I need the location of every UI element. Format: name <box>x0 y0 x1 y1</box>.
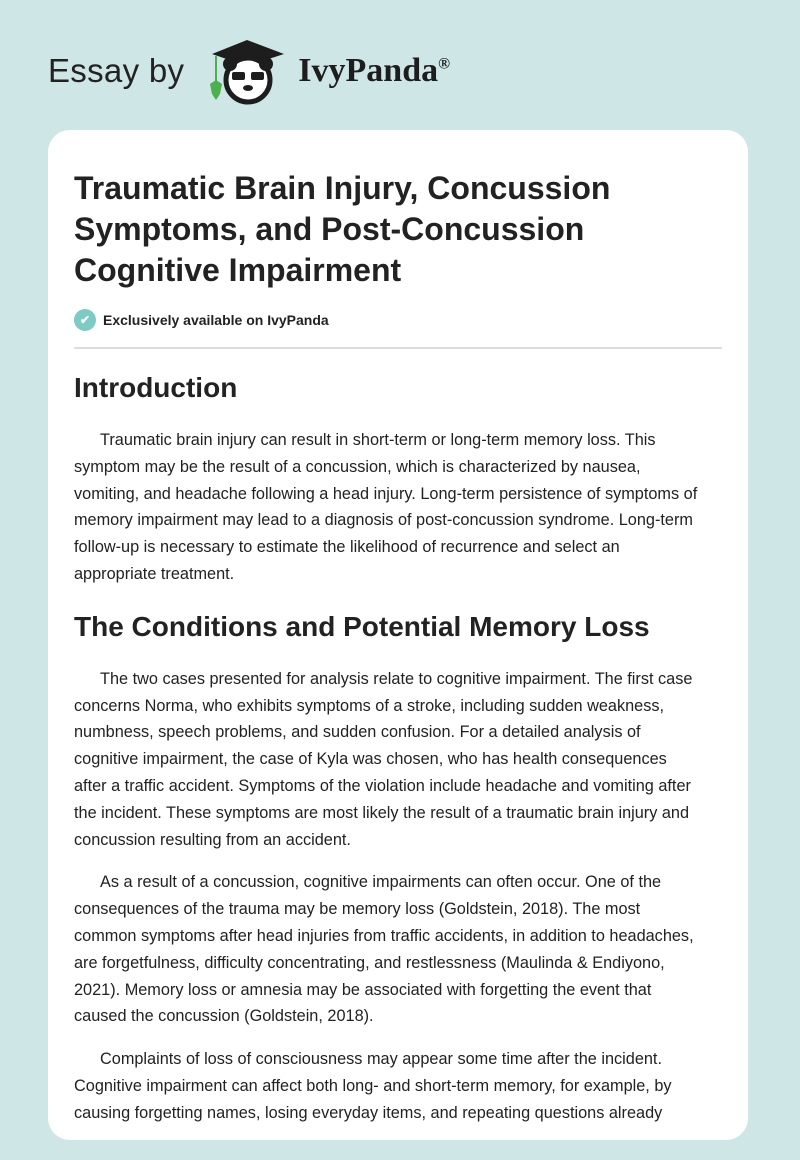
section-heading: Introduction <box>74 372 238 403</box>
paragraph: The two cases presented for analysis relate to cognitive impairment. The first case concerns Norma, who exhibits symptoms of a stroke, including sudden weakness, numbness, speech problems, and sudden confusion. For a detailed analysis of cognitive impairment, the case of Kyla was chosen, who has health consequences after a traffic accident. Symptoms of the violation include headache and vomiting after the incident. These symptoms are most likely the result of a traumatic brain injury and concussion resulting from an accident. <box>74 669 693 849</box>
exclusive-badge <box>74 309 722 349</box>
paragraph: Complaints of loss of consciousness may appear some time after the incident. Cognitive impairment can affect both long- and short-term memory, for example, by causing forgetting names, losing everyday items, and repeating questions already <box>74 1050 672 1122</box>
essay-title: Traumatic Brain Injury, Concussion Symptoms, and Post-Concussion Cognitive Impairment <box>74 170 611 288</box>
badge-text: Exclusively available on IvyPanda <box>103 312 329 328</box>
site-header <box>48 36 450 106</box>
paragraph: As a result of a concussion, cognitive impairments can often occur. One of the consequences of the trauma may be memory loss (Goldstein, 2018). The most common symptoms after head injuries from traffic accidents, in addition to headaches, are forgetfulness, difficulty concentrating, and restlessness (Maulinda & Endiyono, 2021). Memory loss or amnesia may be associated with forgetting the event that caused the concussion (Goldstein, 2018). <box>74 873 694 1026</box>
ivypanda-logo-icon[interactable] <box>202 36 292 106</box>
paragraph: Traumatic brain injury can result in short-term or long-term memory loss. This symptom may be the result of a concussion, which is characterized by nausea, vomiting, and headache following a head injury. Long-term persistence of symptoms of memory impairment may lead to a diagnosis of post-concussion syndrome. Long-term follow-up is necessary to estimate the likelihood of recurrence and select an appropriate treatment. <box>74 431 698 583</box>
registered-mark: ® <box>438 55 451 73</box>
brand-name <box>298 52 450 90</box>
check-icon: ✔ <box>74 309 96 331</box>
brand-text: IvyPanda <box>298 52 439 89</box>
section-heading: The Conditions and Potential Memory Loss <box>74 610 650 642</box>
essay-card <box>48 130 748 1140</box>
essay-by-label: Essay by <box>48 52 185 89</box>
